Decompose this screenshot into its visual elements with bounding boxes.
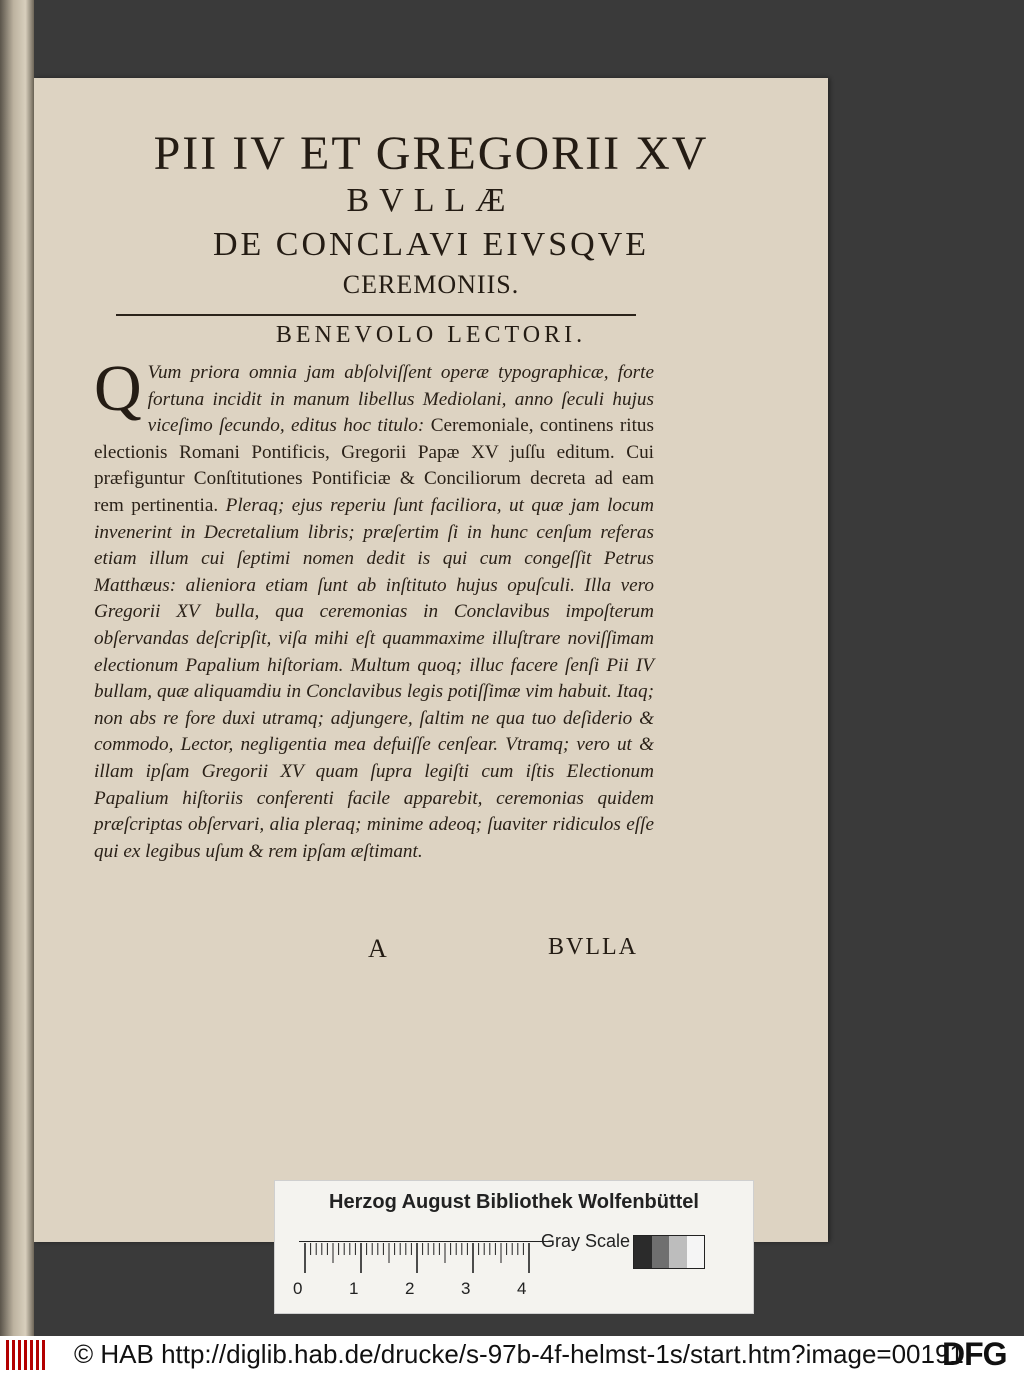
ruler-number: 0	[293, 1279, 303, 1298]
body-segment-1: Vum priora omnia jam abſolviſſent operæ typographicæ, forte fortuna incidit in manum libellus Mediolani, anno ſeculi hujus viceſimo ſecundo, editus hoc titulo:	[147, 362, 654, 437]
ruler-scale	[299, 1241, 553, 1281]
ruler-number: 2	[405, 1279, 415, 1298]
drop-cap: Q	[94, 352, 142, 425]
ruler-numbers	[293, 1279, 553, 1301]
body-text	[94, 352, 654, 865]
ruler-number: 4	[517, 1279, 527, 1298]
title-line-1: PII IV ET GREGORII XV	[153, 127, 709, 180]
footer-bar	[0, 1336, 1024, 1374]
section-heading: BENEVOLO LECTORI.	[275, 322, 587, 348]
title-rule	[116, 314, 636, 316]
dfg-logo: DFG	[942, 1336, 1007, 1372]
hab-barcode-icon	[6, 1340, 46, 1370]
body-segment-2: Ceremoniale, continens ritus electionis Romani Pontificis, Gregorii Papæ XV juſſu editum. Cui præfiguntur Conſtitutiones Pontificiæ & Conciliorum decreta ad eam rem pertinentia.	[94, 415, 654, 516]
catchword: BVLLA	[548, 934, 638, 960]
signature-mark: A	[368, 934, 387, 963]
gray-swatch	[669, 1236, 687, 1268]
ruler-number: 1	[349, 1279, 359, 1298]
body-segment-3: Pleraq; ejus reperiu ſunt faciliora, ut quæ jam locum invenerint in Decretalium libris; præſertim ſi in hunc cenſum referas etiam illum cui ſeptimi nomen dedit is qui cum congeſſit Petrus Matthæus: alieniora etiam ſunt ab inſtituto hujus opuſculi. Illa vero Gregorii XV bulla, qua ceremonias in Conclavibus impoſterum obſervandas deſcripſit, viſa mihi eſt quammaxime illuſtrare noviſſimam electionum Papalium hiſtoriam. Multum quoq; illuc facere ſenſi Pii IV bullam, quæ aliquamdiu in Conclavibus legis potiſſimæ vim habuit. Itaq; non abs re fore duxi utramq; adjungere, ſaltim ne qua tuo deſiderio & commodo, Lector, negligentia mea defuiſſe cenſear. Vtramq; vero ut & illam ipſam Gregorii XV quam ſupra legiſti cum iſtis Electionum Papalium hiſtoriis conferenti facile apparebit, ceremonias quidem præſcriptas obſervari, alia pleraq; minime adeoq; ſuaviter ridiculos eſſe qui ex legibus uſum & rem ipſam æſtimant.	[94, 494, 654, 862]
color-calibration-card	[274, 1180, 754, 1314]
gray-swatch	[652, 1236, 670, 1268]
ruler-number: 3	[461, 1279, 471, 1298]
library-name: Herzog August Bibliothek Wolfenbüttel	[329, 1191, 699, 1213]
title-line-4: CEREMONIIS.	[342, 270, 520, 299]
gray-scale-label: Gray Scale	[541, 1231, 631, 1251]
source-url[interactable]: © HAB http://diglib.hab.de/drucke/s-97b-4f-helmst-1s/start.htm?image=00191	[74, 1339, 964, 1369]
gray-swatch	[634, 1236, 652, 1268]
adjacent-page-edge	[0, 0, 34, 1336]
book-page	[34, 78, 828, 1242]
gray-swatches	[633, 1235, 705, 1269]
gray-swatch	[687, 1236, 705, 1268]
title-line-2: BVLLÆ	[346, 182, 516, 219]
title-line-3: DE CONCLAVI EIVSQVE	[212, 226, 650, 263]
